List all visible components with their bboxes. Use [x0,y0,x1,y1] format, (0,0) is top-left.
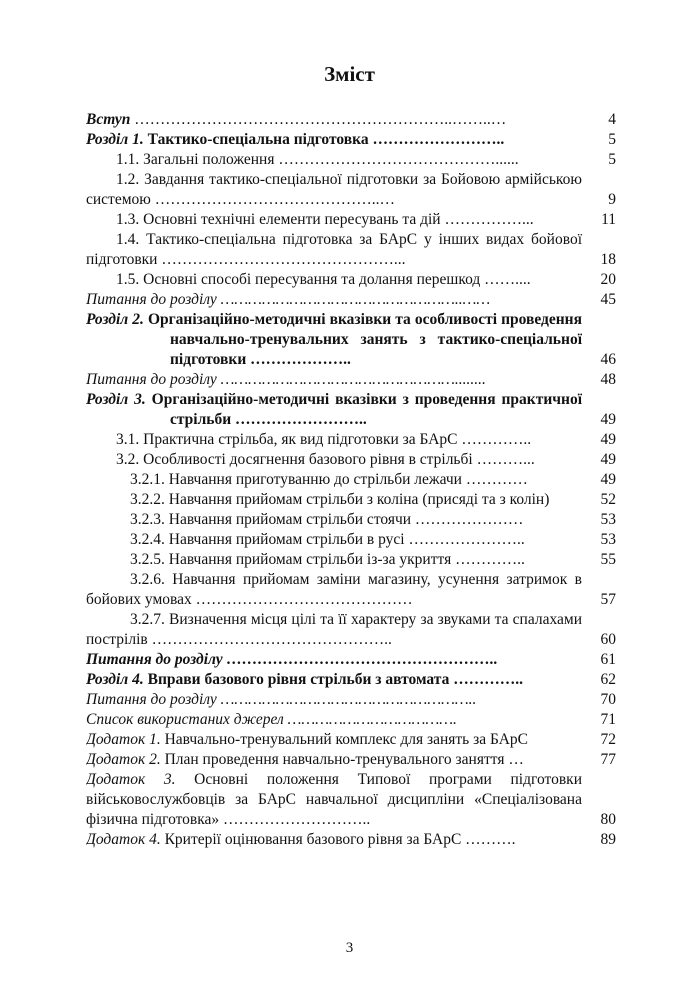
toc-entry-page: 49 [600,411,616,428]
toc-entry-page: 53 [600,531,616,548]
page-title: Зміст [324,62,375,86]
toc-entry-prefix: Список використаних джерел [86,711,284,728]
toc-entry-prefix: Додаток 4. [86,831,161,848]
toc-entry-page: 61 [600,651,616,668]
toc-entry-page: 4 [608,111,616,128]
table-of-contents [86,110,616,850]
toc-entry-text: ……………………………………………………..……..… [130,111,507,128]
toc-entry-prefix: Розділ 2. [86,311,144,328]
toc-entry-text: 1.2. Завдання тактико-спеціальної підготовки за Бойовою армійською системою ……………………………………..… [86,171,582,208]
toc-entry-text: Вправи базового рівня стрільби з автомата ………….. [143,671,523,688]
toc-entry-page: 71 [600,711,616,728]
toc-entry-page: 11 [601,211,616,228]
toc-entry-prefix: Додаток 2. [86,751,161,768]
toc-entry [86,690,616,710]
toc-entry [86,450,616,470]
toc-entry-text: 3.2.4. Навчання прийомам стрільби в русі ………………….. [130,531,525,548]
toc-entry-page: 57 [600,591,616,608]
toc-entry-text: Організаційно-методичні вказівки з проведення практичної стрільби …………………….. [145,391,582,428]
toc-entry [86,130,616,150]
toc-entry-page: 46 [600,351,616,368]
toc-entry [86,310,616,370]
toc-entry-page: 89 [600,831,616,848]
toc-entry-page: 77 [600,751,616,768]
toc-entry-text: 3.2. Особливості досягнення базового рівня в стрільбі ………... [116,451,535,468]
toc-entry [86,270,616,290]
toc-entry [86,470,616,490]
page-number: 3 [345,940,354,956]
toc-entry-page: 5 [608,131,616,148]
toc-entry [86,290,616,310]
toc-entry-text: ……………………………………………..…… [216,291,491,308]
toc-entry-text: 3.1. Практична стрільба, як вид підготовки за БАрС ………….. [116,431,532,448]
toc-entry [86,150,616,170]
toc-entry [86,770,616,830]
toc-entry-page: 55 [600,551,616,568]
toc-entry [86,510,616,530]
toc-entry-prefix: Питання до розділу [86,691,217,708]
toc-entry-page: 48 [600,371,616,388]
toc-entry-page: 80 [600,811,616,828]
toc-entry-text: 3.2.6. Навчання прийомам заміни магазину, усунення затримок в бойових умовах …………………………………… [86,571,582,608]
toc-entry [86,490,616,510]
toc-entry-text: …………………………………………….. [222,651,498,668]
toc-entry-text: 3.2.1. Навчання приготуванню до стрільби лежачи ………… [130,471,528,488]
toc-entry-page: 53 [600,511,616,528]
toc-entry [86,610,616,650]
toc-entry-page: 52 [600,491,616,508]
toc-entry [86,670,616,690]
toc-entry-prefix: Розділ 3. [86,391,146,408]
toc-entry-text: Організаційно-методичні вказівки та особливості проведення навчально-тренувальних занять з тактико-спеціальної підготовки ……………….. [143,311,582,368]
toc-entry-text: Критерії оцінювання базового рівня за БАрС ………. [160,831,516,848]
toc-entry-text: План проведення навчально-тренувального заняття … [160,751,524,768]
toc-entry [86,530,616,550]
toc-entry-page: 70 [600,691,616,708]
toc-entry-text: 1.1. Загальні положення ……………………………………...... [116,151,519,168]
toc-entry-prefix: Вступ [86,111,131,128]
toc-entry-text: Основні положення Типової програми підготовки військовослужбовців за БАрС навчальної дисципліни «Спеціалізована фізична підготовка» ……………………….. [86,771,582,828]
toc-entry-text: 3.2.5. Навчання прийомам стрільби із-за укриття ………….. [130,551,525,568]
toc-entry-page: 18 [600,251,616,268]
toc-entry [86,370,616,390]
toc-entry-prefix: Питання до розділу [86,291,217,308]
toc-entry-page: 49 [600,451,616,468]
toc-entry [86,830,616,850]
toc-entry-page: 5 [608,151,616,168]
toc-entry-prefix: Додаток 3. [86,771,176,788]
toc-entry-prefix: Додаток 1. [86,731,161,748]
toc-entry-page: 62 [600,671,616,688]
toc-entry-text: 1.4. Тактико-спеціальна підготовка за БАрС у інших видах бойової підготовки ………………………………………... [86,231,582,268]
toc-entry-page: 49 [600,431,616,448]
toc-entry [86,730,616,750]
toc-entry-text: ………………………………. [283,711,457,728]
toc-entry-prefix: Питання до розділу [86,651,223,668]
toc-entry-text: Навчально-тренувальний комплекс для занять за БАрС [160,731,528,748]
toc-entry [86,390,616,430]
toc-entry [86,710,616,730]
toc-entry [86,230,616,270]
toc-entry-page: 60 [600,631,616,648]
toc-entry-text: ……………………………………………….. [216,691,477,708]
toc-entry-page: 9 [608,191,616,208]
toc-entry [86,430,616,450]
toc-entry-text: 3.2.7. Визначення місця цілі та її характеру за звуками та спалахами пострілів ……………………………………….. [86,611,582,648]
toc-entry-prefix: Питання до розділу [86,371,217,388]
toc-entry-page: 49 [600,471,616,488]
toc-entry [86,210,616,230]
toc-entry-prefix: Розділ 1. [86,131,144,148]
toc-entry-text: 3.2.3. Навчання прийомам стрільби стоячи ………………… [130,511,524,528]
toc-entry [86,750,616,770]
toc-entry-page: 20 [600,271,616,288]
toc-entry-text: Тактико-спеціальна підготовка …………………….. [143,131,505,148]
toc-entry-prefix: Розділ 4. [86,671,144,688]
toc-entry [86,110,616,130]
toc-entry [86,570,616,610]
toc-entry-text: ……………………………………………........ [216,371,486,388]
toc-entry-text: 1.5. Основні способі пересування та долання перешкод …….... [116,271,531,288]
toc-entry-text: 3.2.2. Навчання прийомам стрільби з коліна (присяді та з колін) [130,491,550,508]
toc-entry [86,650,616,670]
toc-entry [86,550,616,570]
toc-entry-page: 72 [600,731,616,748]
toc-entry-text: 1.3. Основні технічні елементи пересувань та дій ……………... [116,211,534,228]
toc-entry-page: 45 [600,291,616,308]
toc-entry [86,170,616,210]
